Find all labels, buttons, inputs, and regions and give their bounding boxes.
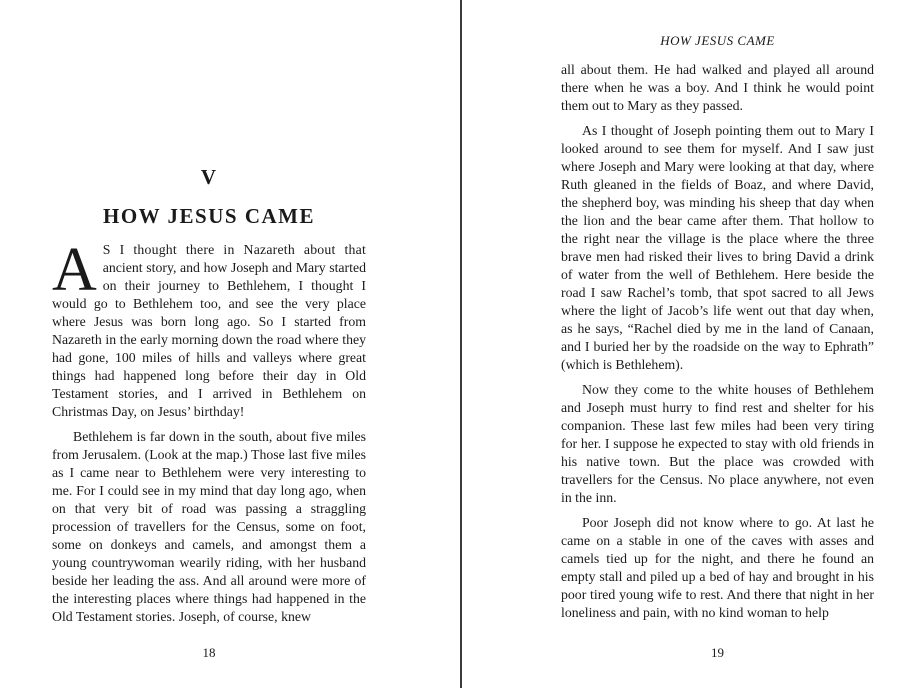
right-paragraph-4: Poor Joseph did not know where to go. At last he came on a stable in one of the caves with asses and camels tied up for the night, and there he found an empty stall and piled up a bed of hay and brought in his poor tired young wife to rest. And there that night in her loneliness and pain, with no kind woman to help (561, 515, 874, 620)
drop-cap: A (52, 236, 97, 304)
opening-line: S I thought there in Nazareth about that (102, 242, 366, 257)
page-number-right: 19 (711, 645, 724, 660)
right-page (561, 0, 874, 688)
chapter-number: V (200, 165, 218, 189)
right-paragraph-1: all about them. He had walked and played all around there when he was a boy. And I think he would point them out to Mary as they passed. (561, 62, 874, 113)
right-paragraph-3: Now they come to the white houses of Bethlehem and Joseph must hurry to find rest and shelter for his companion. These last few miles had been very tiring for her. I suppose he expected to stay with old friends in his native town. But the place was crowded with travellers for the Census. No place anywhere, not even in the inn. (561, 382, 874, 505)
left-paragraph-1-text: ancient story, and how Joseph and Mary started on their journey to Bethlehem, I thought I would go to Bethlehem too, and see the very place where Jesus was born long ago. So I started from Nazareth in the early morning down the road where they had gone, 100 miles of hills and valleys where great things had happened long before their day in Old Testament stories, and I arrived in Bethlehem on Christmas Day, on Jesus’ birthday! (52, 260, 366, 419)
left-paragraph-1 (52, 236, 366, 421)
chapter-title: HOW JESUS CAME (103, 204, 315, 228)
left-page-body (52, 236, 366, 626)
left-paragraph-2: Bethlehem is far down in the south, about five miles from Jerusalem. (Look at the map.) Those last five miles as I came near to Bethlehem were very interesting to me. For I could see in my mind that day long ago, when on that very bit of road was passing a straggling procession of travellers for the Census, some on foot, some on donkeys and camels, and amongst them a young countrywoman wearily riding, with her husband beside her leading the ass. And all around were more of the interesting places where things had happened in the Old Testament stories. Joseph, of course, knew (52, 429, 366, 624)
running-head: HOW JESUS CAME (660, 33, 775, 48)
left-page (52, 0, 366, 688)
spine-divider (460, 0, 462, 688)
right-paragraph-2: As I thought of Joseph pointing them out to Mary I looked around to see them for myself. And I saw just where Joseph and Mary were looking at that day, where Ruth gleaned in the fields of Boaz, and where David, the shepherd boy, was minding his sheep that day when the lion and the bear came after them. That hollow to the right near the village is the place where the three brave men had risked their lives to bring David a drink of water from the well of Bethlehem. Here beside the road I saw Rachel’s tomb, that spot sacred to all Jews where the light of Jacob’s life went out that day when, as he says, “Rachel died by me in the land of Canaan, and I buried her by the roadside on the way to Ephrath” (which is Bethlehem). (561, 123, 874, 372)
page-number-left: 18 (202, 645, 216, 660)
right-page-body (561, 61, 874, 622)
